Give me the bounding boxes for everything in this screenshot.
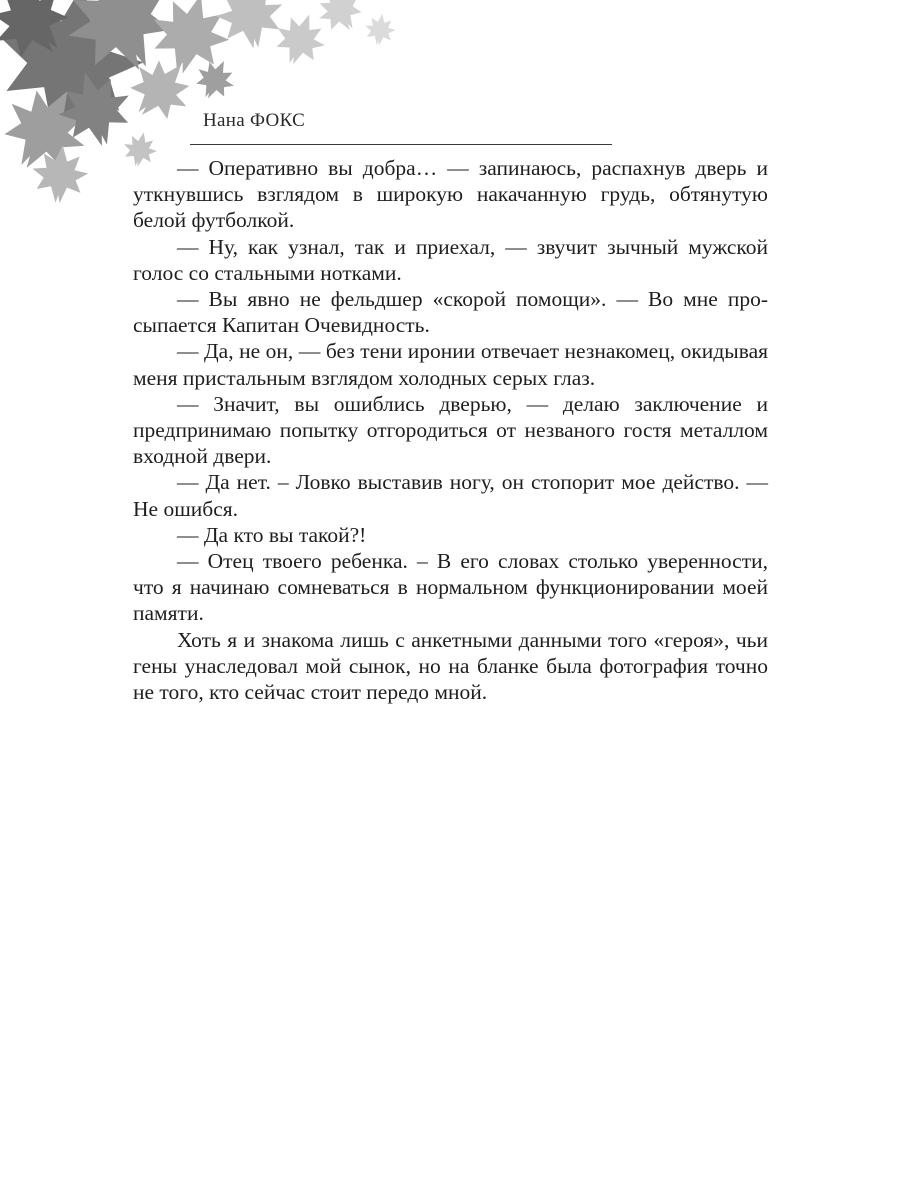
running-head-author: Нана ФОКС	[203, 110, 306, 131]
paragraph: — Да нет. – Ловко выставив ногу, он стопорит мое действо. — Не ошибся.	[133, 470, 768, 521]
paragraph: — Вы явно не фельдшер «скорой помощи». — Во мне просыпается Капитан Очевидность.	[133, 287, 768, 338]
paragraph: — Да, не он, — без тени иронии отвечает незнакомец, окидывая меня пристальным взглядом холодных серых глаз.	[133, 339, 768, 390]
paragraph: — Отец твоего ребенка. – В его словах столько уверенности, что я начинаю сомневаться в нормальном функционировании моей памяти.	[133, 549, 768, 626]
paragraph: Хоть я и знакома лишь с анкетными данными того «героя», чьи гены унаследовал мой сынок, но на бланке была фотография точно не того, кто сейчас стоит передо мной.	[133, 627, 768, 705]
paragraph: — Ну, как узнал, так и приехал, — звучит зычный мужской голос со стальными нотками.	[133, 234, 768, 285]
paragraph: — Да кто вы такой?!	[177, 522, 367, 547]
header-rule	[190, 144, 612, 145]
paragraph: — Оперативно вы добра… — запинаюсь, распахнув дверь и уткнувшись взглядом в широкую накачанную грудь, обтянутую белой футболкой.	[133, 156, 768, 233]
paragraph: — Значит, вы ошиблись дверью, — делаю заключение и предпринимаю попытку отгородиться от незваного гостя металлом входной двери.	[133, 391, 768, 469]
body-text	[133, 155, 768, 705]
